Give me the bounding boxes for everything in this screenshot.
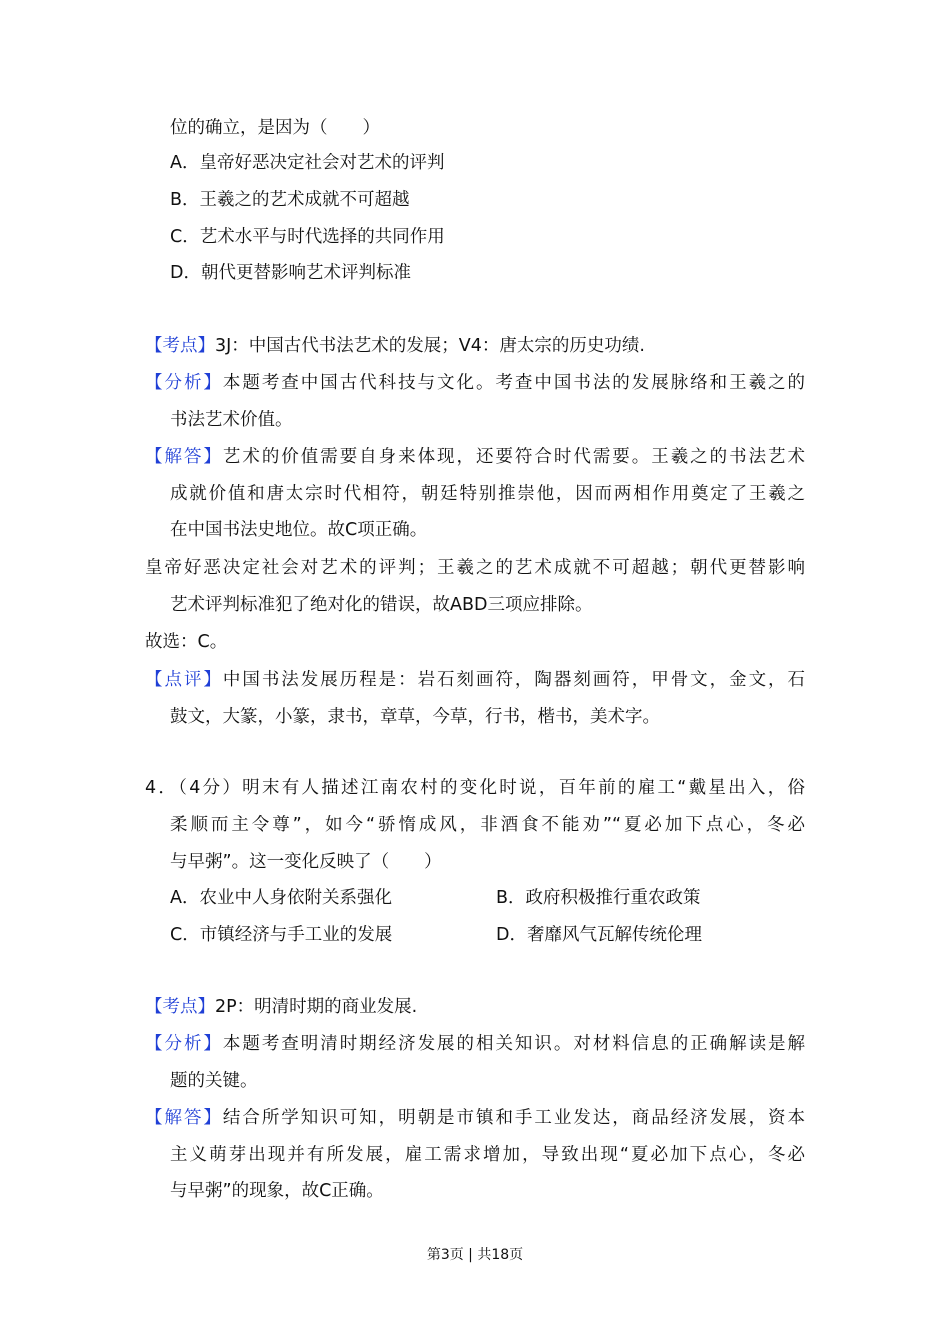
kaodian	[145, 994, 417, 1020]
jieda-label: 【解答】	[145, 1108, 223, 1128]
option-b: B．政府积极推行重农政策	[496, 888, 701, 908]
fenxi-text: 本题考查明清时期经济发展的相关知识。对材料信息的正确解读是解	[222, 1034, 806, 1054]
question-4-stem-cont: 与早粥”。这一变化反映了（ ）	[170, 852, 442, 872]
jieda-cont: 主义萌芽出现并有所发展，雇工需求增加，导致出现“夏必加下点心，冬必	[170, 1145, 805, 1165]
fenxi	[145, 1031, 805, 1057]
fenxi-cont: 题的关键。	[170, 1071, 258, 1091]
option-b: B．王羲之的艺术成就不可超越	[170, 190, 410, 210]
dianping-text: 中国书法发展历程是：岩石刻画符，陶器刻画符，甲骨文，金文，石	[222, 670, 806, 690]
question-4-stem-cont: 柔顺而主令尊”，如今“骄惰成风，非酒食不能劝”“夏必加下点心，冬必	[170, 815, 805, 835]
jieda-label: 【解答】	[145, 447, 223, 467]
fenxi-text: 本题考查中国古代科技与文化。考查中国书法的发展脉络和王羲之的	[222, 373, 806, 393]
fenxi-label: 【分析】	[145, 1034, 223, 1054]
kaodian-label: 【考点】	[145, 997, 215, 1017]
jieda-cont: 成就价值和唐太宗时代相符，朝廷特别推崇他，因而两相作用奠定了王羲之	[170, 484, 805, 504]
jieda-cont: 与早粥”的现象，故C正确。	[170, 1181, 384, 1201]
option-a: A．皇帝好恶决定社会对艺术的评判	[170, 153, 445, 173]
jieda-text: 艺术的价值需要自身来体现，还要符合时代需要。王羲之的书法艺术	[222, 447, 806, 467]
dianping-cont: 鼓文，大篆，小篆，隶书，章草，今草，行书，楷书，美术字。	[170, 707, 660, 727]
fenxi	[145, 370, 805, 396]
option-d: D．朝代更替影响艺术评判标准	[170, 263, 411, 283]
option-a: A．农业中人身依附关系强化	[170, 888, 392, 908]
option-c: C．市镇经济与手工业的发展	[170, 925, 393, 945]
question-4-stem: 4．（4分）明末有人描述江南农村的变化时说，百年前的雇工“戴星出入，俗	[145, 778, 805, 798]
jieda	[145, 1105, 805, 1131]
kaodian-text: 2P：明清时期的商业发展.	[215, 997, 418, 1017]
dianping	[145, 667, 805, 693]
question-stem: 位的确立，是因为（ ）	[170, 118, 380, 138]
kaodian	[145, 333, 645, 359]
kaodian-text: 3J：中国古代书法艺术的发展；V4：唐太宗的历史功绩.	[215, 336, 645, 356]
jieda-cont: 在中国书法史地位。故C项正确。	[170, 520, 428, 540]
extra: 皇帝好恶决定社会对艺术的评判；王羲之的艺术成就不可超越；朝代更替影响	[145, 558, 805, 578]
jieda	[145, 444, 805, 470]
option-d: D．奢靡风气瓦解传统伦理	[496, 925, 702, 945]
page-footer: 第3页 | 共18页	[426, 1247, 524, 1263]
fenxi-cont: 书法艺术价值。	[170, 410, 293, 430]
extra-cont: 艺术评判标准犯了绝对化的错误，故ABD三项应排除。	[170, 595, 593, 615]
option-c: C．艺术水平与时代选择的共同作用	[170, 227, 445, 247]
fenxi-label: 【分析】	[145, 373, 223, 393]
jieda-text: 结合所学知识可知，明朝是市镇和手工业发达，商品经济发展，资本	[222, 1108, 806, 1128]
answer: 故选：C。	[145, 632, 228, 652]
dianping-label: 【点评】	[145, 670, 223, 690]
kaodian-label: 【考点】	[145, 336, 215, 356]
